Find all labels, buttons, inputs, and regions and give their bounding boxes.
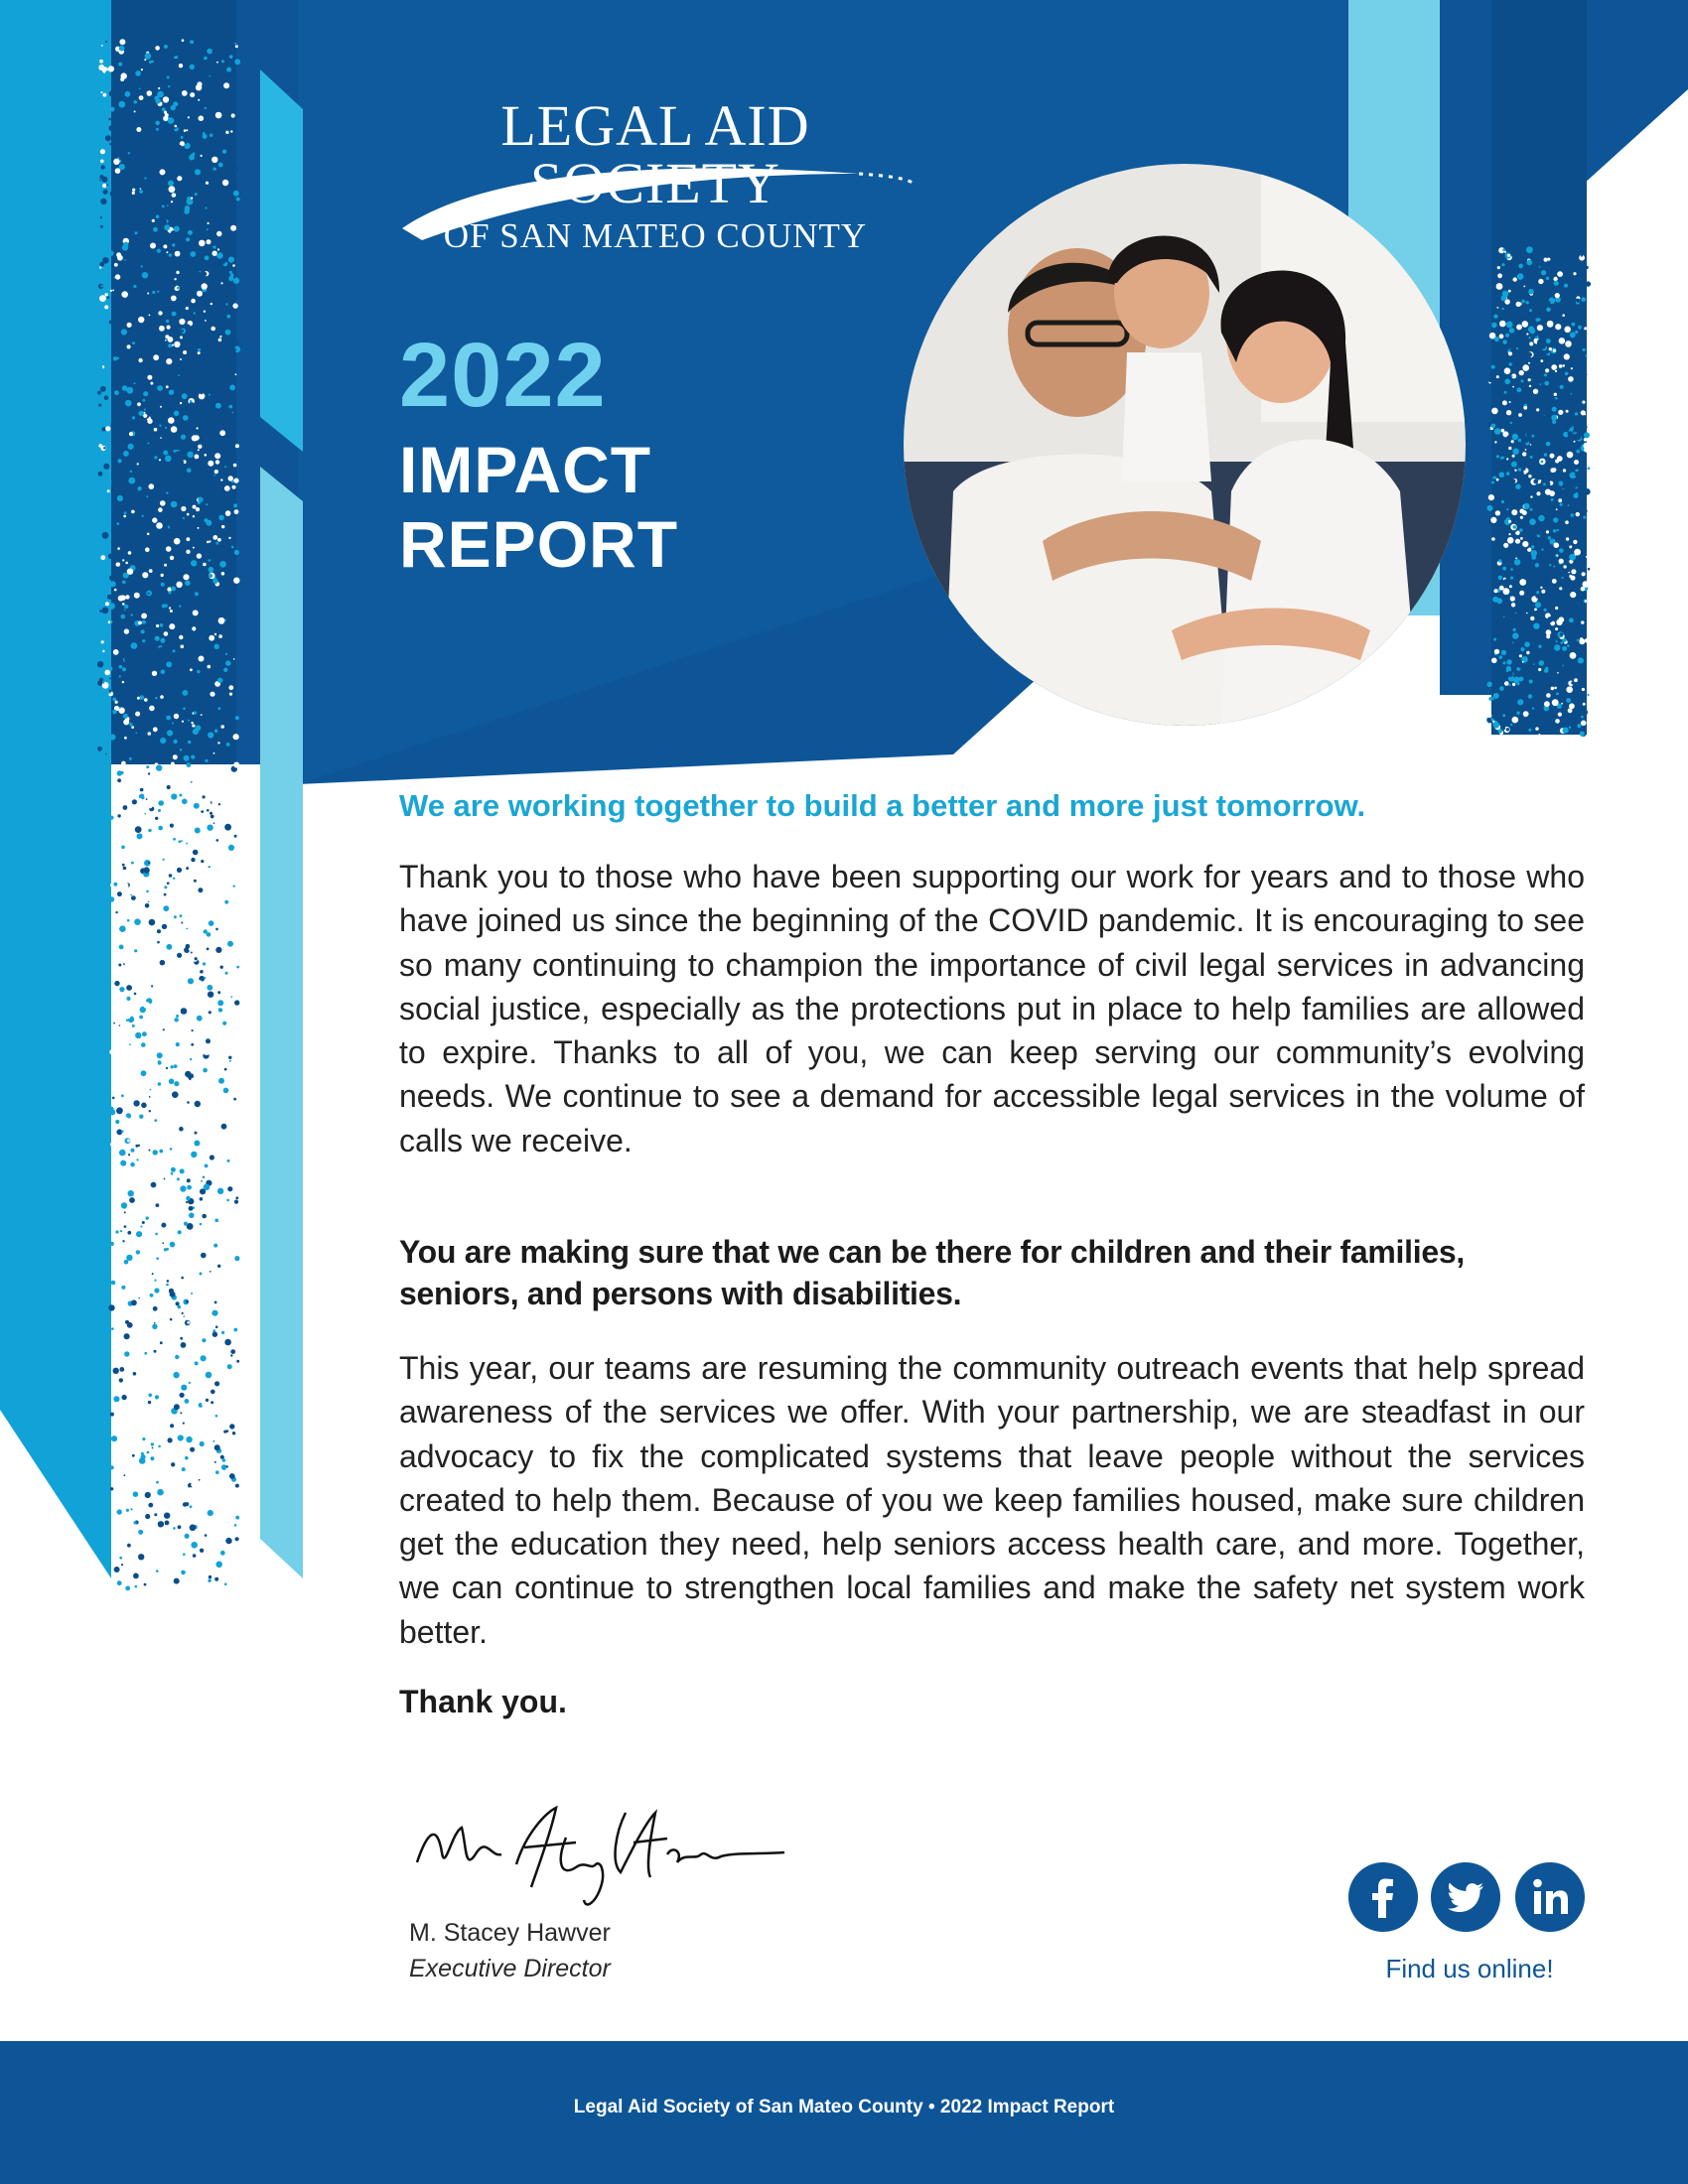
signatory-name: M. Stacey Hawver xyxy=(409,1919,611,1947)
organization-logo xyxy=(392,79,918,278)
outreach-paragraph: This year, our teams are resuming the community outreach events that help spread awareness of the services we offer. With your partnership, we are steadfast in our advocacy to fix the complicated systems that leave people without the services created to help them. Because of you we keep families housed, make sure children get the education they need, help seniors access health care, and more. Together, we can continue to strengthen local families and make the safety net system work better. xyxy=(399,1350,1585,1650)
linkedin-icon[interactable] xyxy=(1515,1862,1585,1932)
twitter-icon[interactable] xyxy=(1431,1862,1500,1932)
find-us-online-link[interactable]: Find us online! xyxy=(1385,1954,1554,1983)
report-title-line-2: REPORT xyxy=(399,507,679,581)
emphasis-statement: You are making sure that we can be there for children and their families, seniors, and persons with disabilities. xyxy=(399,1234,1465,1311)
footer-bar xyxy=(0,2041,1688,2184)
tagline: We are working together to build a better and more just tomorrow. xyxy=(399,788,1366,823)
logo-top-text: LEGAL AID SOCIETY xyxy=(500,93,810,215)
family-photo xyxy=(904,164,1466,726)
closing-thank-you: Thank you. xyxy=(399,1684,567,1719)
intro-paragraph: Thank you to those who have been supporting our work for years and to those who have joined us since the beginning of the COVID pandemic. It is encouraging to see so many continuing to champion the importance of civil legal services in advancing social justice, especially as the protections put in place to help families are allowed to expire. Thanks to all of you, we can keep serving our community’s evolving needs. We continue to see a demand for accessible legal services in the volume of calls we receive. xyxy=(399,859,1585,1159)
handwritten-signature xyxy=(407,1793,794,1912)
footer-text: Legal Aid Society of San Mateo County • 2022 Impact Report xyxy=(573,2097,1115,2117)
signatory-title: Executive Director xyxy=(409,1955,611,1982)
report-year: 2022 xyxy=(399,325,607,426)
report-title-line-1: IMPACT xyxy=(399,433,652,506)
logo-bottom-text: OF SAN MATEO COUNTY xyxy=(443,216,868,255)
facebook-icon[interactable] xyxy=(1348,1862,1418,1932)
